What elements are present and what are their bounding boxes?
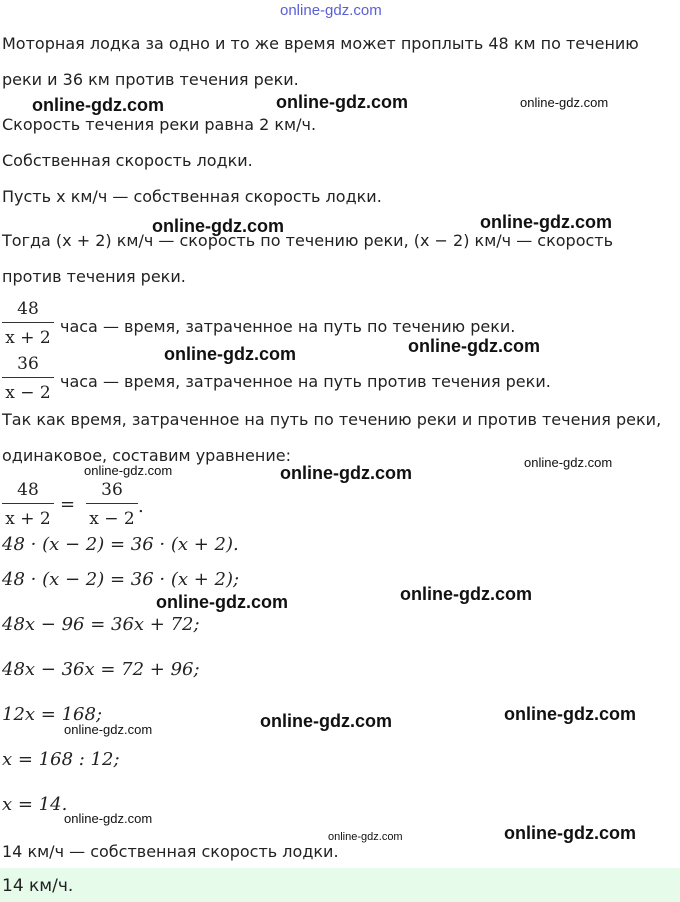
watermark: online-gdz.com xyxy=(328,831,403,843)
fraction-2-text: часа — время, затраченное на путь против течения реки. xyxy=(60,372,551,391)
solution-since-2: одинаковое, составим уравнение: xyxy=(2,446,291,465)
fraction-bar xyxy=(2,377,54,378)
equation-lhs xyxy=(2,479,54,530)
problem-line-2: реки и 36 км против течения реки. xyxy=(2,70,299,89)
watermark: online-gdz.com xyxy=(520,95,609,110)
fraction-downstream-time xyxy=(2,298,54,349)
watermark: online-gdz.com xyxy=(156,592,288,612)
step-7: x = 14. xyxy=(2,794,68,815)
fraction-numerator: 48 xyxy=(17,480,39,500)
problem-line-1: Моторная лодка за одно и то же время может проплыть 48 км по течению xyxy=(2,34,639,53)
watermark: online-gdz.com xyxy=(280,463,412,483)
equation-period: . xyxy=(138,496,144,517)
step-2: 48 · (x − 2) = 36 · (x + 2); xyxy=(2,569,240,590)
watermark: online-gdz.com xyxy=(400,584,532,604)
step-5: 12x = 168; xyxy=(2,704,103,725)
watermark: online-gdz.com xyxy=(276,92,408,112)
fraction-denominator: x − 2 xyxy=(5,383,51,403)
watermark-top: online-gdz.com xyxy=(280,2,382,19)
solution-let: Пусть x км/ч — собственная скорость лодки. xyxy=(2,187,382,206)
step-3: 48x − 96 = 36x + 72; xyxy=(2,614,200,635)
fraction-bar xyxy=(86,503,138,504)
fraction-bar xyxy=(2,322,54,323)
answer: 14 км/ч. xyxy=(2,876,74,896)
watermark: online-gdz.com xyxy=(504,704,636,724)
answer-box xyxy=(0,868,680,902)
problem-find: Собственная скорость лодки. xyxy=(2,151,253,170)
fraction-denominator: x + 2 xyxy=(5,328,51,348)
step-1: 48 · (x − 2) = 36 · (x + 2). xyxy=(2,534,239,555)
watermark: online-gdz.com xyxy=(164,344,296,364)
solution-then-1: Тогда (x + 2) км/ч — скорость по течению реки, (x − 2) км/ч — скорость xyxy=(2,231,614,250)
problem-given: Скорость течения реки равна 2 км/ч. xyxy=(2,115,317,134)
equation-equals: = xyxy=(60,494,76,515)
watermark: online-gdz.com xyxy=(64,811,153,826)
fraction-1-text: часа — время, затраченное на путь по течению реки. xyxy=(60,317,516,336)
conclusion: 14 км/ч — собственная скорость лодки. xyxy=(2,842,339,861)
watermark: online-gdz.com xyxy=(152,216,284,236)
fraction-numerator: 36 xyxy=(101,480,123,500)
watermark: online-gdz.com xyxy=(84,463,173,478)
fraction-numerator: 48 xyxy=(17,299,39,319)
watermark: online-gdz.com xyxy=(260,711,392,731)
solution-then-2: против течения реки. xyxy=(2,267,186,286)
watermark: online-gdz.com xyxy=(504,823,636,843)
watermark: online-gdz.com xyxy=(524,455,613,470)
fraction-bar xyxy=(2,503,54,504)
fraction-denominator: x − 2 xyxy=(89,509,135,529)
equation-rhs xyxy=(86,479,138,530)
watermark: online-gdz.com xyxy=(480,212,612,232)
watermark: online-gdz.com xyxy=(32,95,164,115)
fraction-upstream-time xyxy=(2,353,54,404)
solution-since-1: Так как время, затраченное на путь по течению реки и против течения реки, xyxy=(2,410,662,429)
fraction-numerator: 36 xyxy=(17,354,39,374)
step-4: 48x − 36x = 72 + 96; xyxy=(2,659,200,680)
step-6: x = 168 : 12; xyxy=(2,749,120,770)
watermark: online-gdz.com xyxy=(64,722,153,737)
fraction-denominator: x + 2 xyxy=(5,509,51,529)
watermark: online-gdz.com xyxy=(408,336,540,356)
